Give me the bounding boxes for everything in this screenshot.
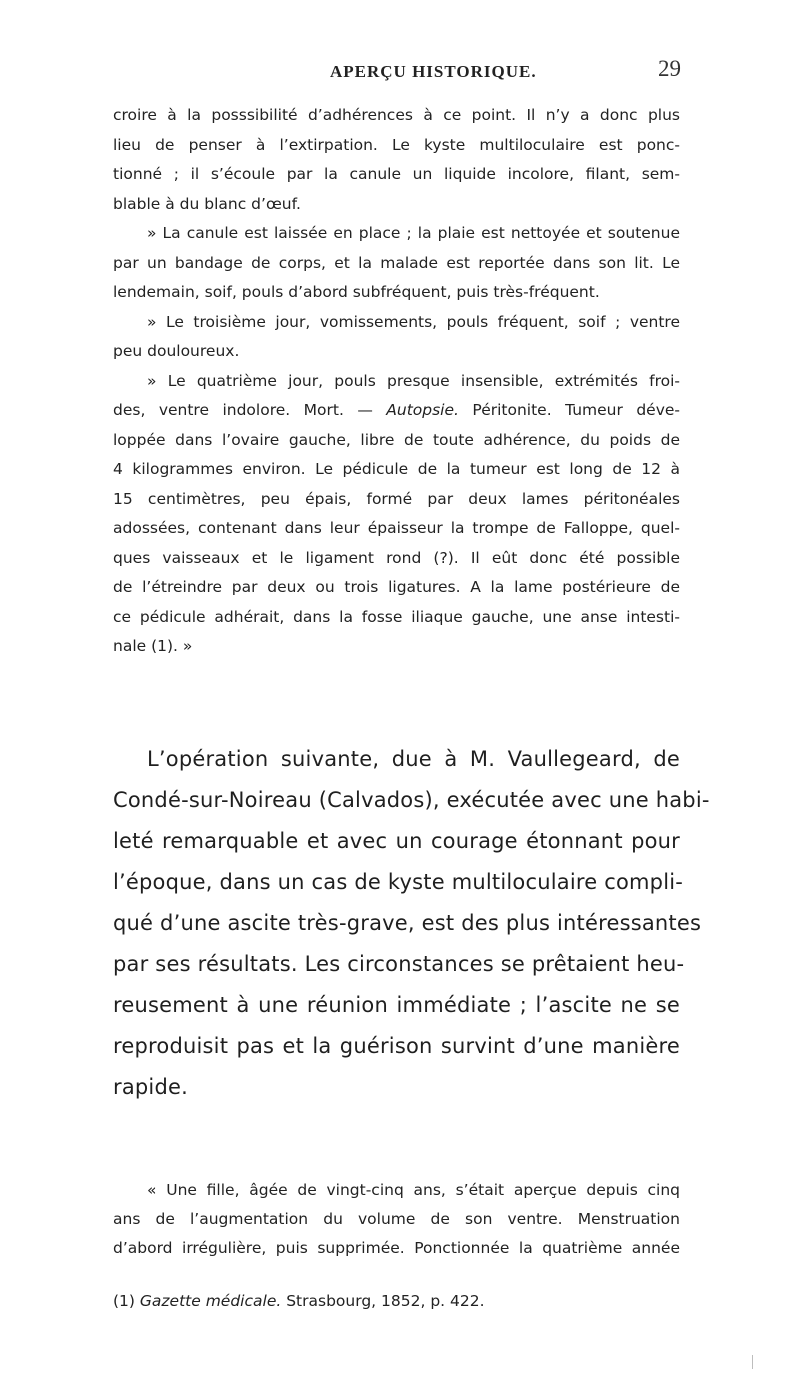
autopsie-label: Autopsie. [386, 401, 459, 419]
text-line: ce pédicule adhérait, dans la fosse iliaque gauche, une anse intesti- [113, 607, 680, 626]
text-line: » Le quatrième jour, pouls presque insensible, extrémités froi- [147, 371, 680, 390]
text-line: reproduisit pas et la guérison survint d’une manière [113, 1034, 680, 1058]
text-line: nale (1). » [113, 637, 193, 655]
main-paragraph [113, 739, 710, 1108]
text-line: lendemain, soif, pouls d’abord subfréquent, puis très-fréquent. [113, 283, 600, 301]
text-line: 4 kilogrammes environ. Le pédicule de la tumeur est long de 12 à [113, 460, 680, 478]
text-line: rapide. [113, 1075, 188, 1099]
text-line: d’abord irrégulière, puis supprimée. Ponctionnée la quatrième année [113, 1239, 680, 1257]
footnote-source: Gazette médicale. [139, 1292, 282, 1310]
quoted-case-report-2 [113, 1176, 680, 1263]
text-fragment: Péritonite. Tumeur déve- [472, 401, 680, 419]
page-number: 29 [658, 56, 681, 81]
text-line: blable à du blanc d’œuf. [113, 194, 301, 213]
text-line: par un bandage de corps, et la malade est reportée dans son lit. Le [113, 253, 680, 272]
footnote-marker: (1) [113, 1292, 135, 1310]
text-line: ques vaisseaux et le ligament rond (?). Il eût donc été possible [113, 548, 680, 567]
text-fragment: des, ventre indolore. Mort. — [113, 401, 373, 419]
text-line: par ses résultats. Les circonstances se prêtaient heu- [113, 952, 685, 976]
footnote-details: Strasbourg, 1852, p. 422. [286, 1292, 485, 1310]
text-line: peu douloureux. [113, 342, 240, 360]
text-line [113, 396, 680, 426]
running-title: APERÇU HISTORIQUE. [330, 62, 537, 81]
text-line: » Le troisième jour, vomissements, pouls fréquent, soif ; ventre [147, 312, 680, 331]
text-line: de l’étreindre par deux ou trois ligatures. A la lame postérieure de [113, 578, 680, 596]
text-line: reusement à une réunion immédiate ; l’ascite ne se [113, 993, 680, 1017]
text-line: ans de l’augmentation du volume de son ventre. Menstruation [113, 1210, 680, 1228]
text-line: loppée dans l’ovaire gauche, libre de toute adhérence, du poids de [113, 430, 680, 449]
text-line: leté remarquable et avec un courage étonnant pour [113, 829, 680, 853]
footnote [113, 1292, 680, 1310]
text-line: lieu de penser à l’extirpation. Le kyste multiloculaire est ponc- [113, 135, 680, 154]
text-line: L’opération suivante, due à M. Vaullegeard, de [147, 747, 680, 771]
text-line: Condé-sur-Noireau (Calvados), exécutée avec une habi- [113, 788, 710, 812]
text-line: 15 centimètres, peu épais, formé par deux lames péritonéales [113, 489, 680, 508]
text-line: » La canule est laissée en place ; la plaie est nettoyée et soutenue [147, 224, 680, 242]
text-line: tionné ; il s’écoule par la canule un liquide incolore, filant, sem- [113, 165, 680, 183]
text-line: adossées, contenant dans leur épaisseur la trompe de Falloppe, quel- [113, 519, 680, 537]
text-line: croire à la posssibilité d’adhérences à ce point. Il n’y a donc plus [113, 106, 680, 124]
text-line: qué d’une ascite très-grave, est des plus intéressantes [113, 911, 702, 935]
quoted-case-report [113, 101, 680, 662]
text-line: « Une fille, âgée de vingt-cinq ans, s’était aperçue depuis cinq [147, 1181, 680, 1199]
paper-mark [752, 1355, 753, 1369]
text-line: l’époque, dans un cas de kyste multiloculaire compli- [113, 870, 684, 894]
